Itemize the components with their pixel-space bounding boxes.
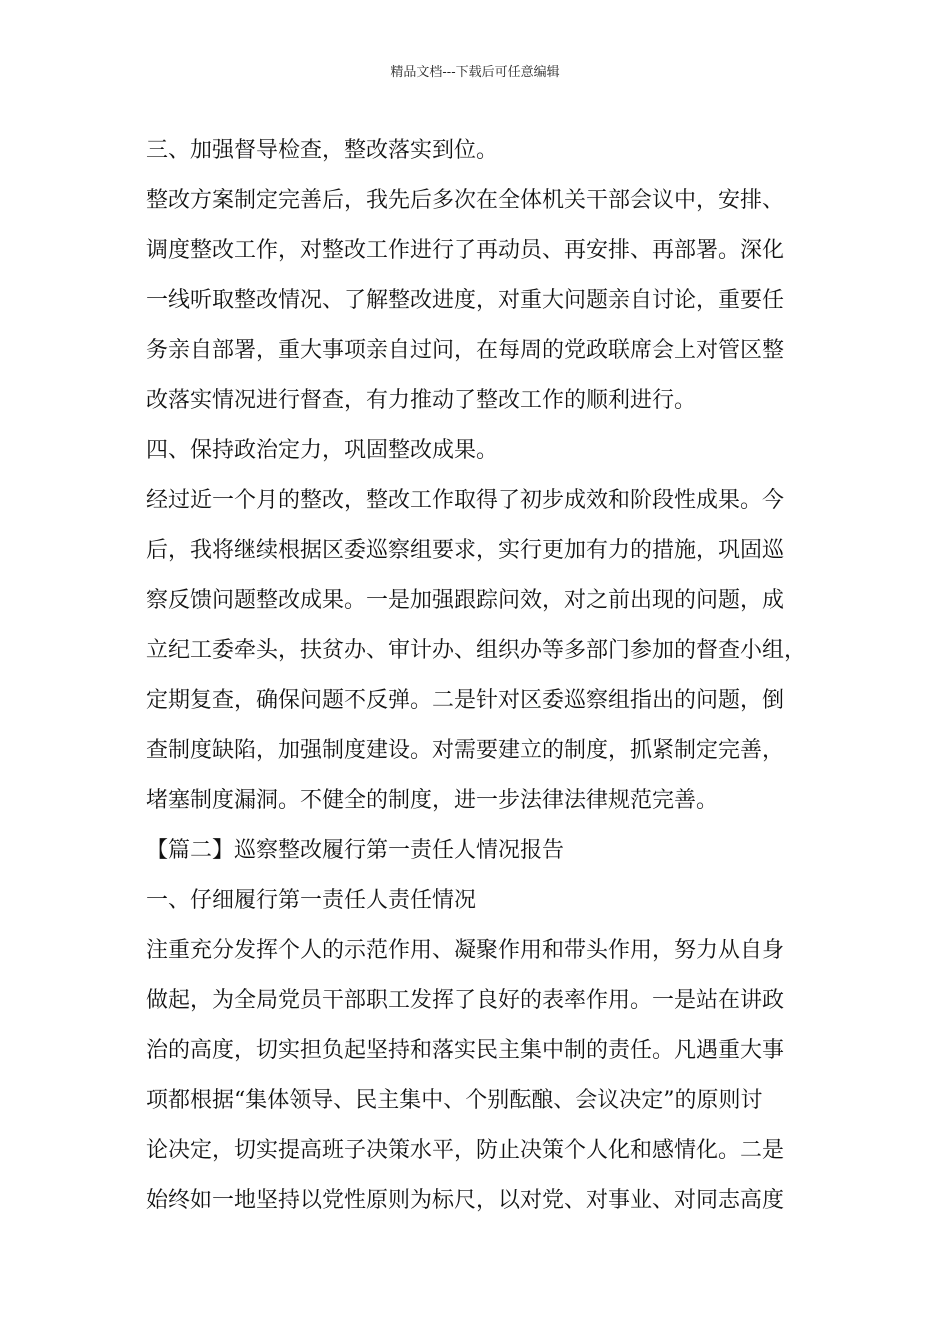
paragraph-line: 后，我将继续根据区委巡察组要求，实行更加有力的措施，巩固巡 <box>146 538 785 563</box>
section-heading: 四、保持政治定力，巩固整改成果。 <box>146 438 499 463</box>
paragraph-line: 做起，为全局党员干部职工发挥了良好的表率作用。一是站在讲政 <box>146 988 785 1013</box>
paragraph-line: 立纪工委牵头，扶贫办、审计办、组织办等多部门参加的督查小组， <box>146 638 807 663</box>
paragraph-line: 经过近一个月的整改，整改工作取得了初步成效和阶段性成果。今 <box>146 488 785 513</box>
paragraph-line: 整改方案制定完善后，我先后多次在全体机关干部会议中，安排、 <box>146 188 785 213</box>
paragraph-line: 务亲自部署，重大事项亲自过问，在每周的党政联席会上对管区整 <box>146 338 785 363</box>
paragraph-line: 察反馈问题整改成果。一是加强跟踪问效，对之前出现的问题，成 <box>146 588 785 613</box>
paragraph-line: 一线听取整改情况、了解整改进度，对重大问题亲自讨论，重要任 <box>146 288 785 313</box>
paragraph-line: 调度整改工作，对整改工作进行了再动员、再安排、再部署。深化 <box>146 238 785 263</box>
paragraph-line: 注重充分发挥个人的示范作用、凝聚作用和带头作用，努力从自身 <box>146 938 785 963</box>
document-body <box>146 126 826 1226</box>
paragraph-line: 堵塞制度漏洞。不健全的制度，进一步法律法律规范完善。 <box>146 788 719 813</box>
paragraph-line: 定期复查，确保问题不反弹。二是针对区委巡察组指出的问题，倒 <box>146 688 785 713</box>
paragraph-line: 始终如一地坚持以党性原则为标尺，以对党、对事业、对同志高度 <box>146 1188 785 1213</box>
paragraph-line: 论决定，切实提高班子决策水平，防止决策个人化和感情化。二是 <box>146 1138 785 1163</box>
paragraph-line: 查制度缺陷，加强制度建设。对需要建立的制度，抓紧制定完善， <box>146 738 785 763</box>
article-title: 【篇二】巡察整改履行第一责任人情况报告 <box>146 838 565 863</box>
section-heading: 三、加强督导检查，整改落实到位。 <box>146 138 499 163</box>
paragraph-line: 项都根据“集体领导、民主集中、个别酝酿、会议决定”的原则讨 <box>146 1088 763 1113</box>
section-heading: 一、仔细履行第一责任人责任情况 <box>146 888 477 913</box>
paragraph-line: 治的高度，切实担负起坚持和落实民主集中制的责任。凡遇重大事 <box>146 1038 785 1063</box>
page-header: 精品文档---下载后可任意编辑 <box>390 65 560 80</box>
paragraph-line: 改落实情况进行督查，有力推动了整改工作的顺利进行。 <box>146 388 697 413</box>
